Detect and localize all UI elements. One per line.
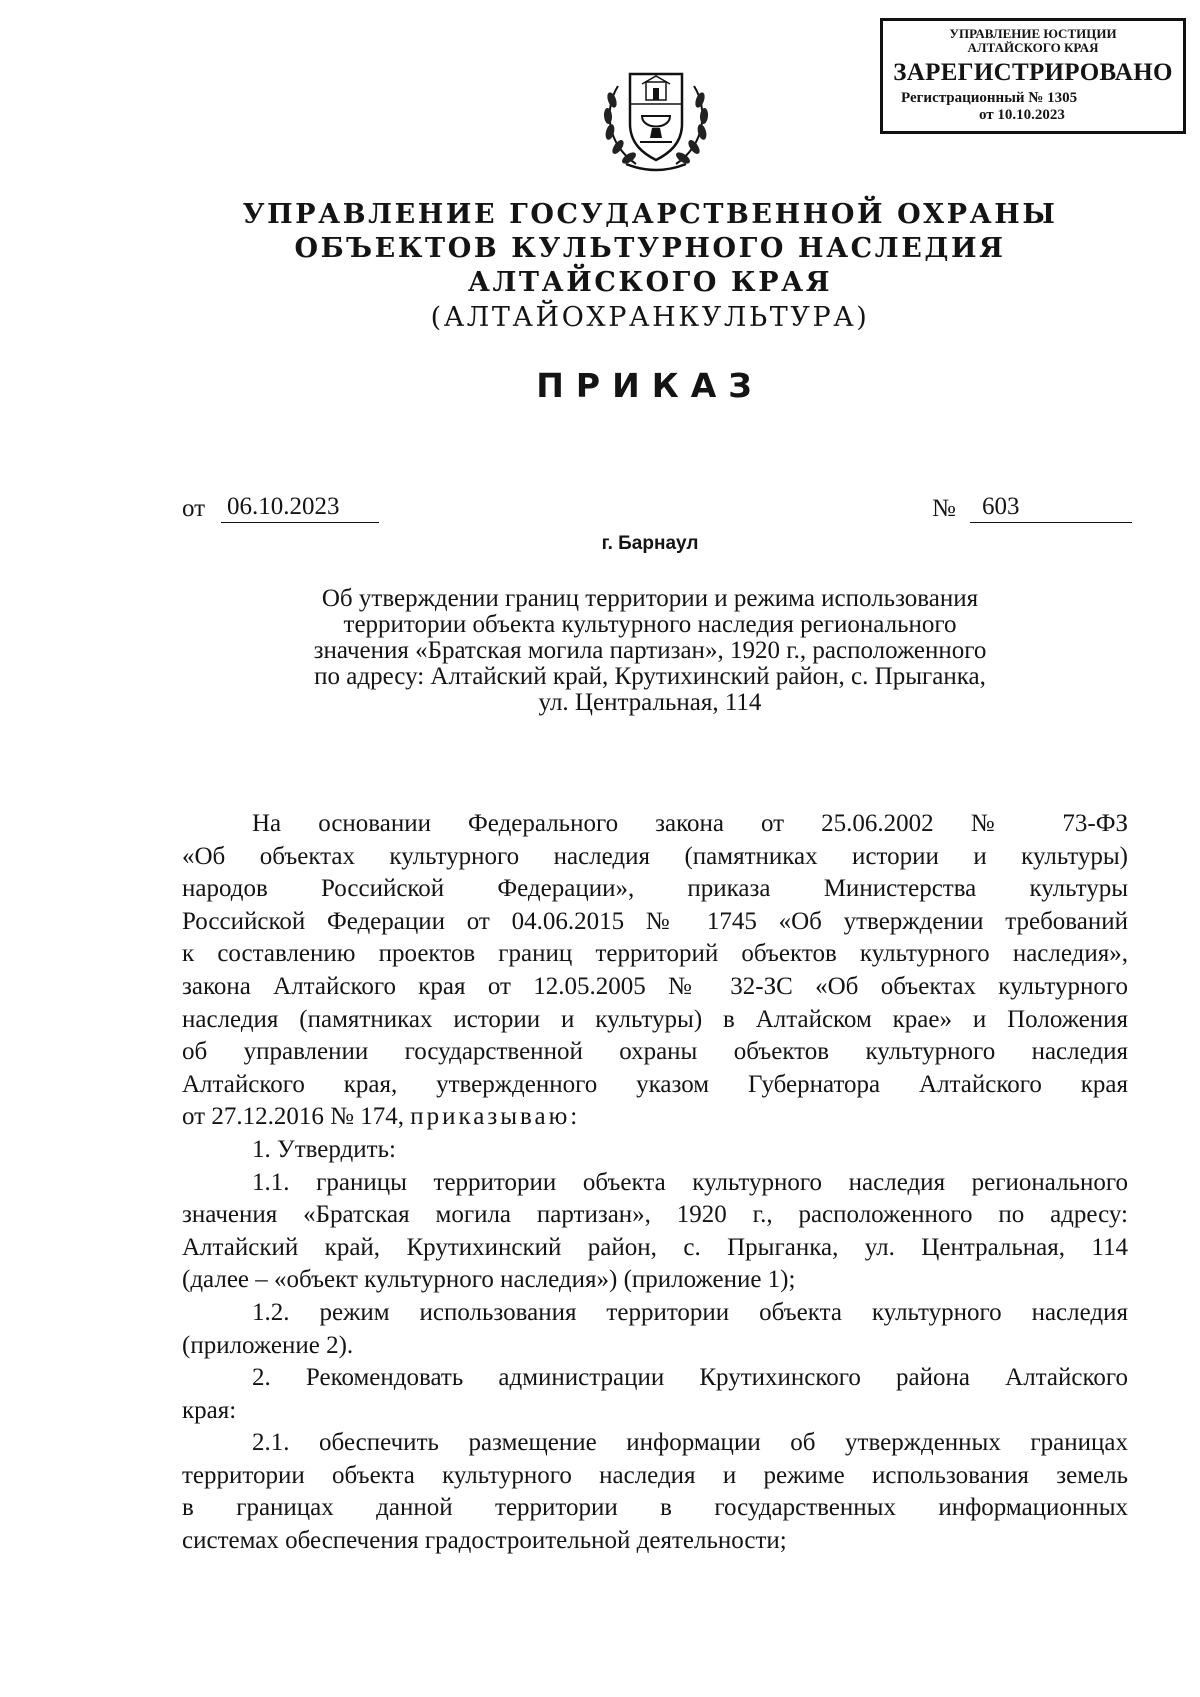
- item-1-1-line: значения «Братская могила партизан», 1920 г., расположенного по адресу:: [182, 1201, 1128, 1229]
- order-number: 603: [970, 492, 1132, 523]
- preamble-line: «Об объектах культурного наследия (памятниках истории и культуры): [182, 842, 1128, 870]
- agency-name-line1: УПРАВЛЕНИЕ ГОСУДАРСТВЕННОЙ ОХРАНЫ: [242, 199, 1058, 230]
- subject-line: территории объекта культурного наследия регионального: [343, 611, 957, 638]
- agency-name-line3: АЛТАЙСКОГО КРАЯ: [467, 267, 833, 298]
- subject-line: значения «Братская могила партизан», 1920 г., расположенного: [313, 637, 987, 664]
- subject-line: Об утверждении границ территории и режима использования: [321, 585, 979, 612]
- subject-line: ул. Центральная, 114: [538, 689, 762, 716]
- subject-line: по адресу: Алтайский край, Крутихинский район, с. Прыганка,: [314, 663, 986, 690]
- agency-name: [150, 198, 1150, 300]
- preamble-line: наследия (памятниках истории и культуры) в Алтайском крае» и Положения: [182, 1005, 1128, 1033]
- item-2-line: края:: [182, 1396, 237, 1424]
- stamp-org-line1: УПРАВЛЕНИЕ ЮСТИЦИИ: [949, 26, 1117, 41]
- item-1-1-line: 1.1. границы территории объекта культурного наследия регионального: [252, 1168, 1128, 1196]
- order-subject: [230, 586, 1070, 716]
- item-2-line: 2. Рекомендовать администрации Крутихинского района Алтайского: [252, 1364, 1128, 1392]
- preamble-line: закона Алтайского края от 12.05.2005 № 32-ЗС «Об объектах культурного: [182, 972, 1128, 1000]
- preamble-line: об управлении государственной охраны объектов культурного наследия: [182, 1038, 1128, 1066]
- item-2-1-line: в границах данной территории в государственных информационных: [182, 1494, 1128, 1522]
- item-2-1-line: системах обеспечения градостроительной деятельности;: [182, 1527, 787, 1555]
- number-label: №: [932, 495, 956, 522]
- order-word: приказываю:: [410, 1103, 581, 1131]
- item-1-1-line: (далее – «объект культурного наследия») (приложение 1);: [182, 1266, 796, 1294]
- issue-city: г. Барнаул: [601, 533, 699, 554]
- coat-of-arms-icon: [596, 56, 716, 176]
- item-1-2-line: 1.2. режим использования территории объекта культурного наследия: [252, 1298, 1128, 1326]
- date-label: от: [182, 495, 206, 522]
- preamble-line: Российской Федерации от 04.06.2015 № 1745 «Об утверждении требований: [182, 907, 1128, 935]
- item-1-2-line: (приложение 2).: [182, 1331, 354, 1359]
- stamp-registration-number: Регистрационный № 1305: [901, 90, 1078, 106]
- stamp-org-line2: АЛТАЙСКОГО КРАЯ: [967, 40, 1099, 55]
- preamble-last-line: [182, 1101, 1128, 1134]
- preamble-line: На основании Федерального закона от 25.06.2002 № 73-ФЗ: [252, 810, 1128, 837]
- agency-short-name: (АЛТАЙОХРАНКУЛЬТУРА): [430, 302, 870, 333]
- item-2-1-line: 2.1. обеспечить размещение информации об утвержденных границах: [252, 1429, 1128, 1457]
- order-date: 06.10.2023: [221, 492, 379, 523]
- stamp-registration-date: от 10.10.2023: [979, 107, 1065, 123]
- registration-stamp: [880, 18, 1186, 134]
- preamble-line: от 27.12.2016 № 174,: [182, 1103, 404, 1131]
- item-2-1-line: территории объекта культурного наследия и режиме использования земель: [182, 1461, 1128, 1489]
- preamble-line: к составлению проектов границ территорий объектов культурного наследия»,: [182, 940, 1128, 968]
- agency-name-line2: ОБЪЕКТОВ КУЛЬТУРНОГО НАСЛЕДИЯ: [294, 233, 1006, 264]
- item-1: 1. Утвердить:: [252, 1135, 396, 1163]
- item-1-1-line: Алтайский край, Крутихинский район, с. Прыганка, ул. Центральная, 114: [182, 1233, 1128, 1261]
- stamp-status: ЗАРЕГИСТРИРОВАНО: [893, 59, 1173, 86]
- order-body: [182, 808, 1128, 1558]
- preamble-line: Алтайского края, утвержденного указом Губернатора Алтайского края: [182, 1070, 1128, 1098]
- preamble-line: народов Российской Федерации», приказа Министерства культуры: [182, 875, 1128, 903]
- document-type-title: ПРИКАЗ: [536, 366, 764, 405]
